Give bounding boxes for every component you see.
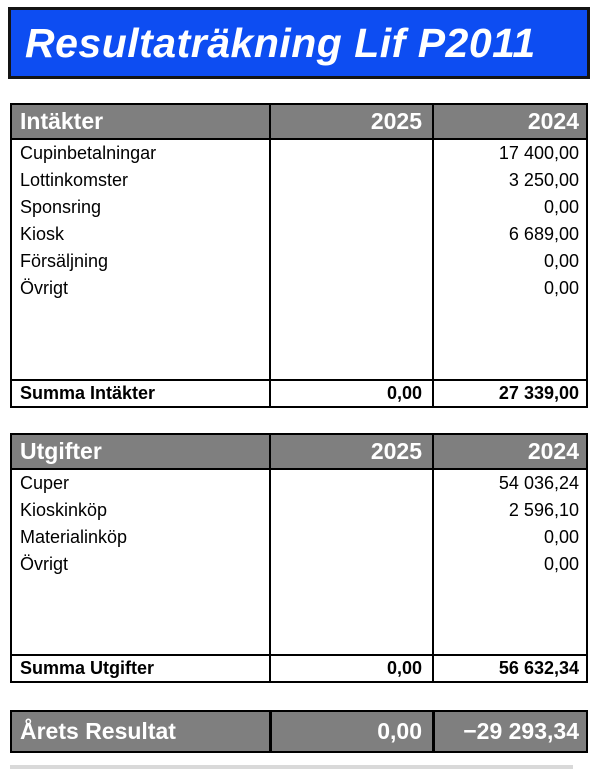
- income-summary-row: [12, 379, 586, 406]
- row-value-2025: [269, 497, 432, 524]
- income-header-row: [12, 105, 586, 140]
- empty-rows-area: [12, 302, 586, 379]
- row-value-2025: [269, 551, 432, 578]
- table-row: [12, 248, 586, 275]
- row-value-2024: 2 596,10: [432, 497, 586, 524]
- row-value-2025: [269, 275, 432, 302]
- table-row: [12, 551, 586, 578]
- row-value-2024: 0,00: [432, 551, 586, 578]
- row-value-2024: 0,00: [432, 524, 586, 551]
- table-row: [12, 221, 586, 248]
- row-label: Försäljning: [20, 251, 109, 271]
- row-label: Lottinkomster: [20, 170, 129, 190]
- expenses-header-2024: 2024: [432, 435, 586, 468]
- result-value-2024: −29 293,34: [432, 712, 586, 751]
- empty-rows-area: [12, 578, 586, 654]
- summary-label: Summa Intäkter: [20, 383, 156, 403]
- income-header-2024: 2024: [432, 105, 586, 138]
- row-value-2024: 6 689,00: [432, 221, 586, 248]
- row-label: Materialinköp: [20, 527, 128, 547]
- row-value-2024: 0,00: [432, 194, 586, 221]
- expenses-header-label: Utgifter: [20, 438, 102, 464]
- row-value-2025: [269, 524, 432, 551]
- income-table: [10, 103, 588, 408]
- result-label: Årets Resultat: [20, 718, 176, 744]
- title-banner: [8, 7, 590, 79]
- table-row: [12, 167, 586, 194]
- table-row: [12, 524, 586, 551]
- table-row: [12, 194, 586, 221]
- row-value-2024: 17 400,00: [432, 140, 586, 167]
- expenses-header-row: [12, 435, 586, 470]
- table-row: [12, 470, 586, 497]
- summary-label: Summa Utgifter: [20, 658, 155, 678]
- row-label: Övrigt: [20, 278, 69, 298]
- row-value-2024: 54 036,24: [432, 470, 586, 497]
- row-value-2025: [269, 140, 432, 167]
- row-label: Kiosk: [20, 224, 65, 244]
- table-row: [12, 140, 586, 167]
- row-value-2025: [269, 221, 432, 248]
- row-value-2024: 3 250,00: [432, 167, 586, 194]
- row-label: Sponsring: [20, 197, 102, 217]
- result-value-2025: 0,00: [269, 712, 432, 751]
- row-value-2025: [269, 194, 432, 221]
- row-value-2025: [269, 167, 432, 194]
- table-row: [12, 275, 586, 302]
- summary-value-2025: 0,00: [269, 656, 432, 681]
- summary-value-2024: 27 339,00: [432, 381, 586, 406]
- summary-value-2025: 0,00: [269, 381, 432, 406]
- row-value-2025: [269, 248, 432, 275]
- row-label: Cupinbetalningar: [20, 143, 157, 163]
- row-label: Övrigt: [20, 554, 69, 574]
- row-value-2024: 0,00: [432, 248, 586, 275]
- annual-result-row: [10, 710, 588, 753]
- expenses-table: [10, 433, 588, 683]
- expenses-header-2025: 2025: [269, 435, 432, 468]
- expenses-summary-row: [12, 654, 586, 681]
- page-title: Resultaträkning Lif P2011: [25, 19, 536, 66]
- row-label: Cuper: [20, 473, 70, 493]
- row-label: Kioskinköp: [20, 500, 108, 520]
- page-edge-strip: [10, 765, 573, 769]
- row-value-2025: [269, 470, 432, 497]
- income-header-label: Intäkter: [20, 108, 104, 134]
- table-row: [12, 497, 586, 524]
- row-value-2024: 0,00: [432, 275, 586, 302]
- summary-value-2024: 56 632,34: [432, 656, 586, 681]
- income-header-2025: 2025: [269, 105, 432, 138]
